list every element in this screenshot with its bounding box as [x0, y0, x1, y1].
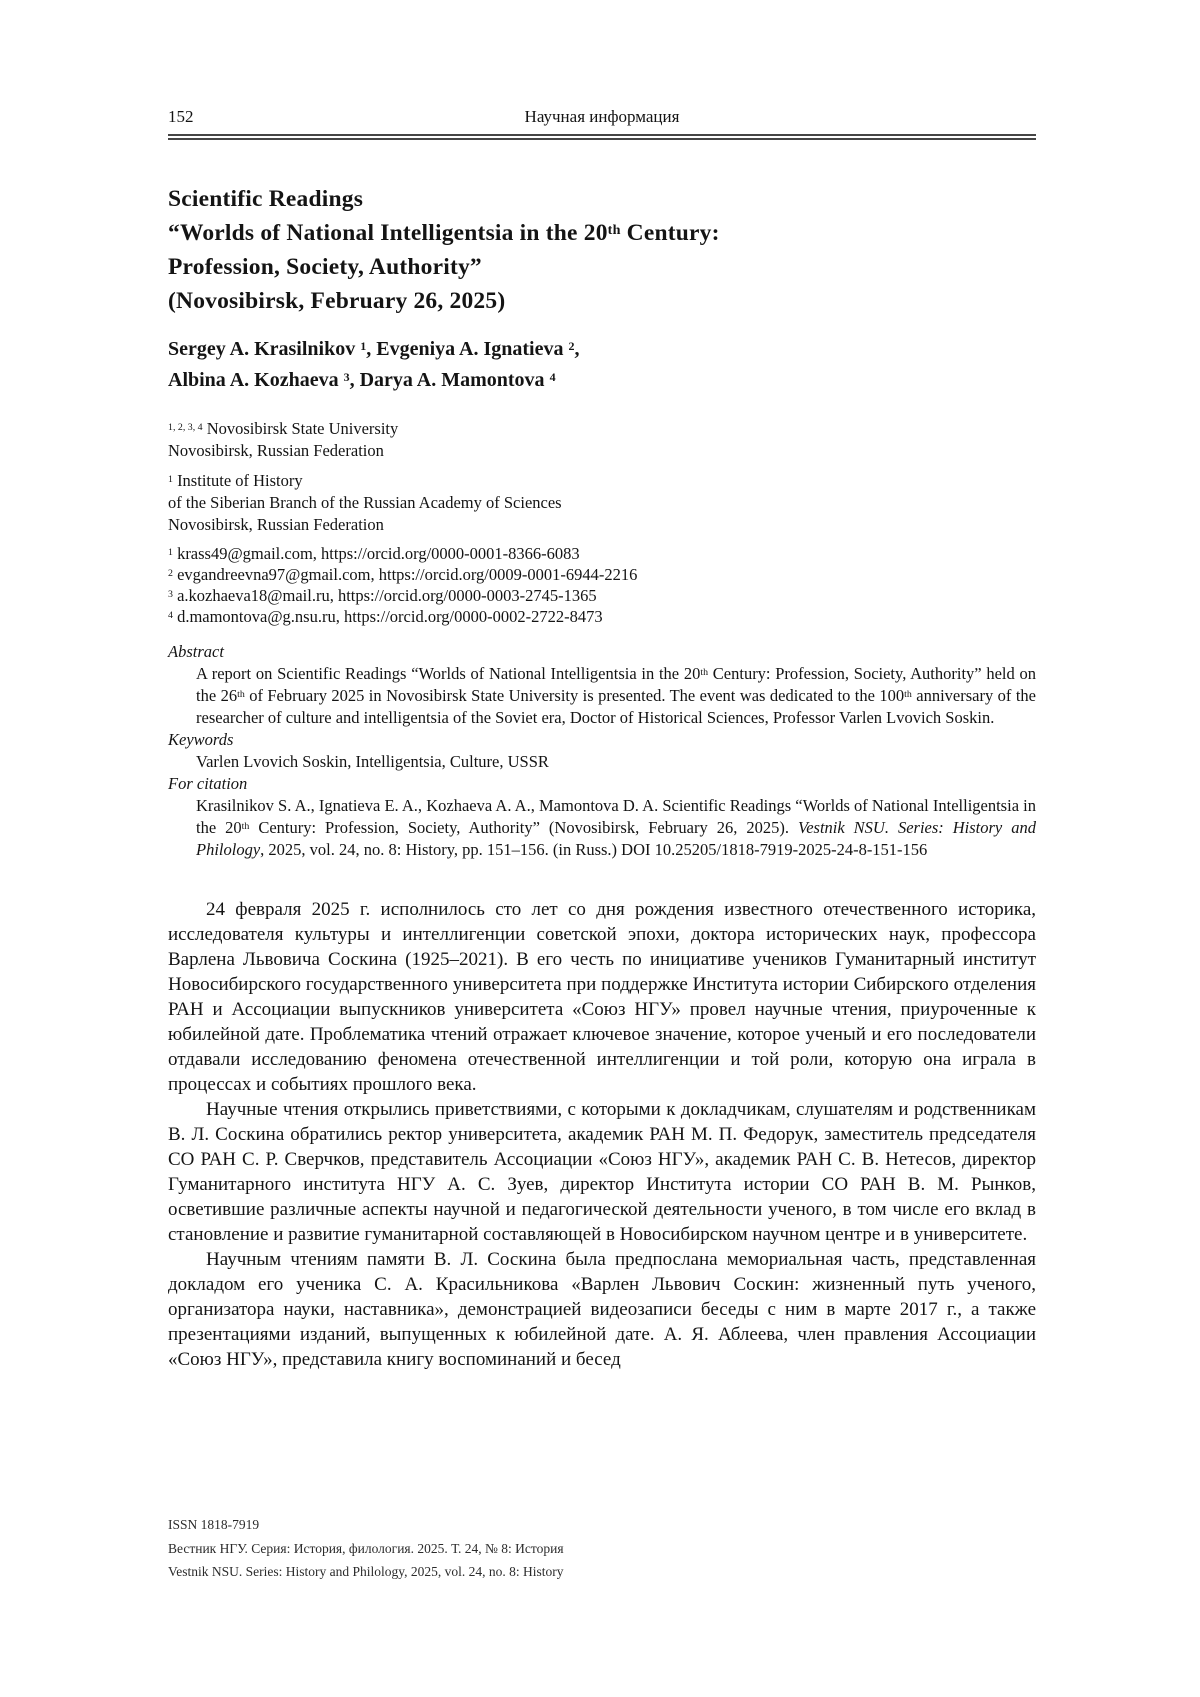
article-title: Scientific Readings “Worlds of National Intelligentsia in the 20th Century: Profession, Society, Authority” (Novosibirsk, February 26, 2025) [168, 186, 720, 314]
footer-journal-ru: Вестник НГУ. Серия: История, филология. 2025. Т. 24, № 8: История [168, 1540, 564, 1556]
citation-text: Krasilnikov S. A., Ignatieva E. A., Kozhaeva A. A., Mamontova D. A. Scientific Readings “Worlds of National Intelligentsia in the 20th Century: Profession, Society, Authority” (Novosibirsk, February 26, 2025). Vestnik NSU. Series: History and Philology, 2025, vol. 24, no. 8: History, pp. 151–156. (in Russ.) DOI 10.25205/1818-7919-2025-24-8-151-156 [196, 796, 1036, 859]
body-paragraph: 24 февраля 2025 г. исполнилось сто лет со дня рождения известного отечественного историка, исследователя культуры и интеллигенции советской эпохи, доктора исторических наук, профессора Варлена Львовича Соскина (1925–2021). В его честь по инициативе учеников Гуманитарный институт Новосибирского государственного университета при поддержке Института истории Сибирского отделения РАН и Ассоциации выпускников университета «Союз НГУ» провел научные чтения, приуроченные к юбилейной дате. Проблематика чтений отражает ключевое значение, которое ученый и его последователи отдавали исследованию феномена отечественной интеллигенции и той роли, которую она играла в процессах и событиях прошлого века. [168, 899, 1036, 1095]
page-footer [168, 1513, 564, 1584]
authors: Sergey A. Krasilnikov $^1$, Evgeniya A. Ignatieva $^2$, Albina A. Kozhaeva $^3$, Darya A. Mamontova $^4$ [168, 338, 580, 391]
citation-label: For citation [168, 774, 248, 793]
author-contacts: $^1$ krass49@gmail.com, https://orcid.org/0000-0001-8366-6083 $^2$ evgandreevna97@gmail.com, https://orcid.org/0009-0001-6944-2216 $^3$ a.kozhaeva18@mail.ru, https://orcid.org/0000-0003-2745-1365 $^4$ d.mamontova@g.nsu.ru, https://orcid.org/0000-0002-2722-8473 [168, 544, 638, 626]
article-body [168, 897, 1036, 1372]
running-title: Научная информация [524, 107, 680, 126]
footer-issn: ISSN 1818-7919 [168, 1517, 260, 1532]
affiliation-institute: $^1$ Institute of History of the Siberian Branch of the Russian Academy of Sciences Novosibirsk, Russian Federation [168, 471, 562, 534]
running-header [168, 0, 1036, 128]
keywords-text: Varlen Lvovich Soskin, Intelligentsia, Culture, USSR [196, 752, 549, 771]
header-rule [168, 134, 1036, 140]
page-number: 152 [168, 107, 194, 126]
footer-journal-en: Vestnik NSU. Series: History and Philology, 2025, vol. 24, no. 8: History [168, 1564, 564, 1579]
affiliation-university: $^{1, 2, 3, 4}$ Novosibirsk State University Novosibirsk, Russian Federation [168, 419, 399, 460]
body-paragraph: Научные чтения открылись приветствиями, с которыми к докладчикам, слушателям и родственникам В. Л. Соскина обратились ректор университета, академик РАН М. П. Федорук, заместитель председателя СО РАН С. Р. Сверчков, представитель Ассоциации «Союз НГУ», академик РАН С. В. Нетесов, директор Гуманитарного института НГУ А. С. Зуев, директор Института истории СО РАН В. М. Рынков, осветившие различные аспекты научной и педагогической деятельности ученого, в том числе его вклад в становление и развитие гуманитарной составляющей в Новосибирском научном центре и в университете. [168, 1099, 1036, 1245]
abstract-text: A report on Scientific Readings “Worlds of National Intelligentsia in the 20th Century: Profession, Society, Authority” held on the 26th of February 2025 in Novosibirsk State University is presented. The event was dedicated to the 100th anniversary of the researcher of culture and intelligentsia of the Soviet era, Doctor of Historical Sciences, Professor Varlen Lvovich Soskin. [196, 664, 1036, 727]
abstract-label: Abstract [168, 642, 224, 661]
page-content [168, 0, 1036, 1372]
body-paragraph: Научным чтениям памяти В. Л. Соскина была предпослана мемориальная часть, представленная докладом его ученика С. А. Красильникова «Варлен Львович Соскин: жизненный путь ученого, организатора науки, наставника», демонстрацией видеозаписи беседы с ним в марте 2017 г., а также презентациями изданий, выпущенных к юбилейной дате. А. Я. Аблеева, член правления Ассоциации «Союз НГУ», представила книгу воспоминаний и бесед [168, 1249, 1036, 1370]
keywords-label: Keywords [168, 730, 234, 749]
